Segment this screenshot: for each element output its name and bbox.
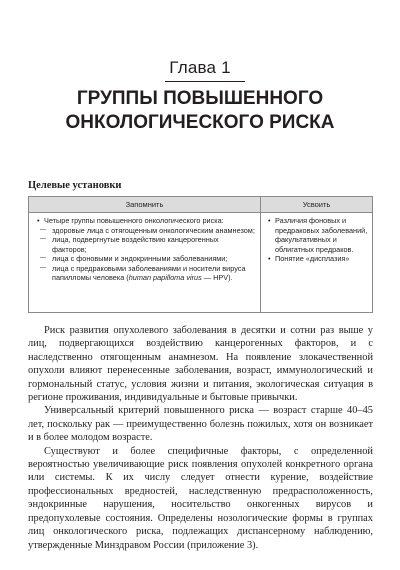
remember-subitem: — лица с фоновыми и эндокринными заболеваниями;	[37, 254, 255, 264]
goals-heading: Целевые установки	[28, 180, 122, 191]
learn-column	[268, 216, 368, 264]
chapter-title-line-1: ГРУППЫ ПОВЫШЕННОГО	[76, 88, 324, 109]
paragraph: Риск развития опухолевого заболевания в десятки и сотни раз выше у лиц, подвергающихся воздействию канцерогенных факторов, и с наследственно отягощенным анамнезом. На появление злокачественной опухоли влияют перенесенные заболевания, возраст, иммунологический и гормональный статус, условия жизни и питания, экологическая ситуация в регионе проживания, индивидуальные и бытовые привычки.	[28, 325, 373, 404]
column-header-learn: Усвоить	[302, 200, 331, 209]
remember-subitem	[37, 264, 255, 283]
column-divider	[260, 197, 261, 312]
chapter-rule	[165, 81, 245, 82]
remember-subitem-text: лица с предраковыми заболеваниями и носители вируса папилломы человека (	[52, 263, 246, 282]
chapter-title-line-2: ОНКОЛОГИЧЕСКОГО РИСКА	[65, 112, 335, 133]
goals-table-header	[29, 197, 372, 213]
paragraph: Универсальный критерий повышенного риска — возраст старше 40–45 лет, поскольку рак — преимущественно болезнь пожилых, хотя он возникает и в более молодом возрасте.	[28, 405, 373, 444]
remember-column	[37, 216, 255, 283]
column-header-remember: Запомнить	[125, 200, 164, 209]
latin-term: human papilloma virus	[128, 273, 202, 282]
chapter-title	[20, 87, 380, 135]
learn-item: • Различия фоновых и предраковых заболеваний, факультативных и облигатных предраков.	[268, 216, 368, 254]
paragraph: Существуют и более специфичные факторы, с определенной вероятностью увеличивающие риск появления опухолей конкретного органа или системы. К их числу следует отнести курение, воздействие профессиональных вредностей, наследственную предрасположенность, эндокринные нарушения, носительство онкогенных вирусов и предопухолевые состояния. Определены нозологические формы в группах лиц онкологического риска, подлежащих диспансерному наблюдению, утвержденные Минздравом России (приложение 3).	[28, 445, 373, 551]
goals-table	[28, 196, 373, 313]
remember-subitem: — лица, подвергнутые воздействию канцерогенных факторов;	[37, 235, 255, 254]
remember-subitem: — здоровые лица с отягощенным онкологическим анамнезом;	[37, 226, 255, 236]
remember-item: • Четыре группы повышенного онкологического риска:	[37, 216, 255, 226]
learn-item: • Понятие «дисплазия»	[268, 254, 368, 264]
remember-subitem-tail: — HPV).	[201, 273, 233, 282]
body-text	[28, 324, 373, 552]
chapter-label: Глава 1	[169, 58, 231, 77]
